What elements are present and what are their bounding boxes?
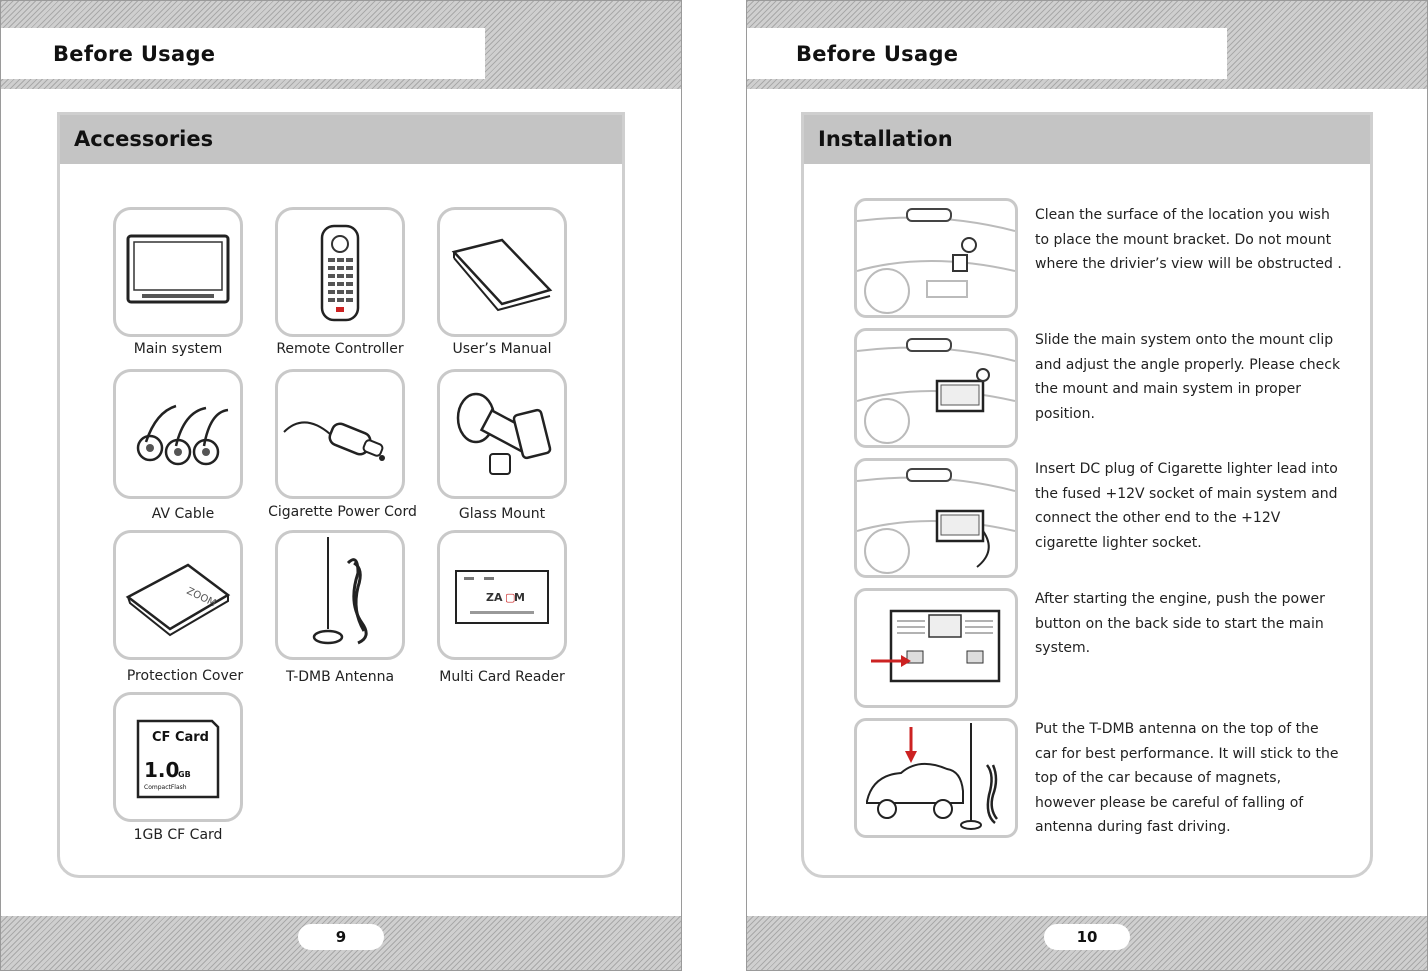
- power-button-icon: [854, 588, 1018, 708]
- page-left: [0, 0, 682, 971]
- page-header: [1, 28, 485, 79]
- installation-step-1: Clean the surface of the location you wish to place the mount bracket. Do not mount where the drivier’s view will be obstructed .: [1035, 207, 1342, 273]
- manual-icon: [437, 207, 567, 337]
- accessory-label-cover: Protection Cover: [126, 668, 244, 684]
- accessory-label-card-reader: Multi Card Reader: [439, 669, 565, 685]
- accessory-label-cf-card: 1GB CF Card: [133, 827, 223, 843]
- installation-step-2: Slide the main system onto the mount clip and adjust the angle properly. Please check the mount and main system in proper position.: [1035, 332, 1341, 422]
- car-antenna-icon: [854, 718, 1018, 838]
- av-cable-icon: [113, 369, 243, 499]
- accessory-label-av-cable: AV Cable: [151, 506, 215, 522]
- card-reader-icon: [437, 530, 567, 660]
- accessory-label-main-system: Main system: [133, 341, 223, 357]
- accessory-label-power-cord: Cigarette Power Cord: [268, 504, 417, 520]
- windshield-mount-icon: [854, 198, 1018, 318]
- windshield-device-icon: [854, 328, 1018, 448]
- installation-step-5: Put the T-DMB antenna on the top of the car for best performance. It will stick to the top of the car because of magnets, however please be careful of falling of antenna during fast driving.: [1035, 721, 1339, 836]
- page-number: 10: [1044, 924, 1130, 950]
- svg-text:▢: ▢: [505, 591, 516, 604]
- accessory-label-manual: User’s Manual: [452, 341, 552, 357]
- cf-card-capacity: 1.0: [144, 758, 180, 782]
- page-header: [747, 28, 1227, 79]
- antenna-icon: [275, 530, 405, 660]
- section-title: Accessories: [74, 127, 214, 151]
- cf-card-title: CF Card: [152, 730, 209, 745]
- installation-step-3: Insert DC plug of Cigarette lighter lead into the fused +12V socket of main system and connect the other end to the +12V cigarette lighter socket.: [1035, 461, 1338, 551]
- section-header: [60, 115, 622, 164]
- glass-mount-icon: [437, 369, 567, 499]
- svg-text:M: M: [514, 591, 525, 604]
- power-cord-icon: [275, 369, 405, 499]
- cf-card-brand: CompactFlash: [144, 784, 187, 791]
- accessory-label-antenna: T-DMB Antenna: [285, 669, 395, 685]
- page-header-title: Before Usage: [53, 42, 216, 66]
- dashboard-power-icon: [854, 458, 1018, 578]
- cover-icon: [113, 530, 243, 660]
- accessories-section: [57, 112, 625, 878]
- accessory-label-remote: Remote Controller: [276, 341, 404, 357]
- accessory-label-glass-mount: Glass Mount: [458, 506, 546, 522]
- cf-card-unit: GB: [178, 770, 191, 779]
- svg-text:ZOOM: ZOOM: [184, 585, 218, 610]
- installation-section: [801, 112, 1373, 878]
- section-title: Installation: [818, 127, 953, 151]
- page-header-title: Before Usage: [796, 42, 959, 66]
- monitor-icon: [113, 207, 243, 337]
- page-right: [746, 0, 1428, 971]
- svg-text:ZA: ZA: [486, 591, 503, 604]
- remote-icon: [275, 207, 405, 337]
- installation-step-4: After starting the engine, push the power button on the back side to start the main system.: [1035, 591, 1325, 657]
- section-header: [804, 115, 1370, 164]
- page-number: 9: [298, 924, 384, 950]
- cf-card-icon: [113, 692, 243, 822]
